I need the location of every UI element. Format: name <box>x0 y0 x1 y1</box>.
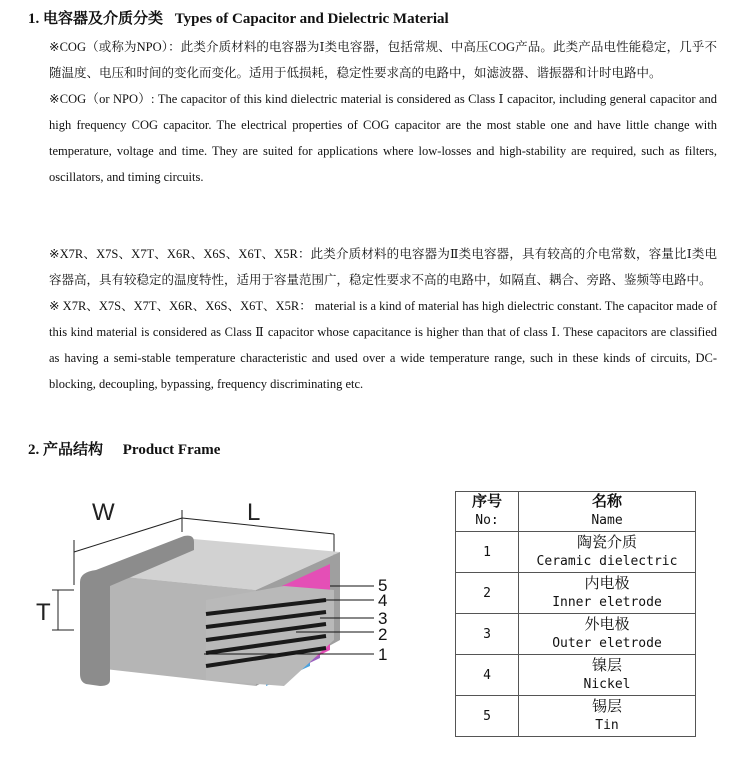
header-name-en: Name <box>591 513 623 528</box>
row-name <box>519 573 696 614</box>
row-name <box>519 532 696 573</box>
callout-label-5: 5 <box>378 576 388 595</box>
row-number: 2 <box>456 573 519 614</box>
cog-en-text: ※COG（or NPO）: The capacitor of this kind dielectric material is considered as Class Ⅰ capacitor, including general capacitor and high frequency COG capacitor. The electrical properties of COG capacitor are the most stable one and have little change with temperature, voltage and time. They are suited for applications where low-losses and high-stability are required, such as filters, oscillators, and timing circuits. <box>49 92 717 184</box>
cog-cn-text: ※COG（或称为NPO）：此类介质材料的电容器为Ⅰ类电容器，包括常规、中高压COG产品。此类产品电性能稳定，几乎不随温度、电压和时间的变化而变化。适用于低损耗，稳定性要求高的电路中，如滤波器、谐振器和计时电路中。 <box>49 40 717 80</box>
table-row <box>456 614 696 655</box>
callout-label-3: 3 <box>378 609 388 628</box>
x7r-cn-text: ※X7R、X7S、X7T、X6R、X6S、X6T、X5R：此类介质材料的电容器为Ⅱ类电容器，具有较高的介电常数，容量比Ⅰ类电容器高，具有较稳定的温度特性，适用于容量范围广，稳定性要求不高的电路中，如隔直、耦合、旁路、鉴频等电路中。 <box>49 247 717 287</box>
row-name-cn: 内电极 <box>584 573 630 592</box>
row-name <box>519 696 696 737</box>
row-name-cn: 镍层 <box>591 655 622 674</box>
row-name <box>519 614 696 655</box>
row-name-cn: 外电极 <box>584 614 630 633</box>
dim-label-l: L <box>247 499 261 526</box>
x7r-description <box>49 241 717 397</box>
row-name-en: Inner eletrode <box>552 594 662 610</box>
section-2-number: 2. <box>28 442 40 458</box>
table-row <box>456 573 696 614</box>
section-2-heading <box>28 438 220 459</box>
row-name-cn: 锡层 <box>591 696 622 715</box>
cog-description <box>49 34 717 190</box>
row-name-en: Nickel <box>583 676 631 692</box>
product-frame-table <box>455 491 696 737</box>
row-name <box>519 655 696 696</box>
callout-label-2: 2 <box>378 625 388 644</box>
dim-label-t: T <box>36 599 51 626</box>
header-name-cn: 名称 <box>591 492 622 510</box>
table-row <box>456 696 696 737</box>
table-row <box>456 655 696 696</box>
row-number: 4 <box>456 655 519 696</box>
header-name-cell <box>519 492 696 532</box>
capacitor-diagram <box>34 490 404 750</box>
x7r-en-text: ※ X7R、X7S、X7T、X6R、X6S、X6T、X5R： material is a kind of material has high dielectric constant. The capacitor made of this kind material is considered as Class Ⅱ capacitor whose capacitance is higher than that of class Ⅰ. These capacitors are classified as having a semi-stable temperature characteristic and used over a wide temperature range, such in these kinds of circuits, DC-blocking, decoupling, bypassing, frequency discriminating etc. <box>49 299 717 391</box>
row-name-en: Tin <box>595 717 619 733</box>
table-row <box>456 532 696 573</box>
table-header-row <box>456 492 696 532</box>
header-no-cn: 序号 <box>471 492 502 510</box>
row-number: 1 <box>456 532 519 573</box>
section-1-heading <box>28 7 449 28</box>
section-1-title-cn: 电容器及介质分类 <box>43 11 164 27</box>
header-no-cell <box>456 492 519 532</box>
section-1-number: 1. <box>28 11 40 27</box>
row-number: 5 <box>456 696 519 737</box>
section-2-title-cn: 产品结构 <box>43 442 104 458</box>
row-name-en: Outer eletrode <box>552 635 662 651</box>
header-no-en: No: <box>475 513 499 528</box>
callout-label-1: 1 <box>378 645 388 664</box>
section-1-title-en: Types of Capacitor and Dielectric Material <box>174 11 449 27</box>
row-name-en: Ceramic dielectric <box>536 553 678 569</box>
row-name-cn: 陶瓷介质 <box>576 532 637 551</box>
dim-label-w: W <box>92 499 115 526</box>
row-number: 3 <box>456 614 519 655</box>
section-2-title-en: Product Frame <box>122 442 221 458</box>
callout-label-4: 4 <box>378 591 388 610</box>
